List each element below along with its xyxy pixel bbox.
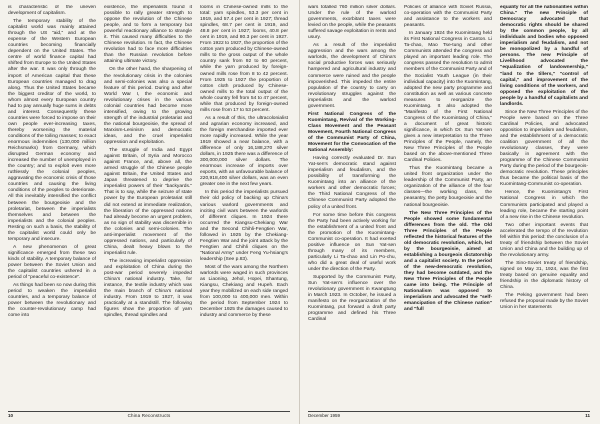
section-heading: First National Congress of the Kuomintang, Revival of the Working-Class Movement and the Peasant Movement, Fourth National Congress of the Communist Party of China, Movement for the Convocation of the National Assembly: (308, 111, 396, 154)
right-page-column-2 (404, 5, 492, 405)
right-page-footer (308, 411, 590, 420)
paragraph: The Peking government had been refused the proposal made by the Soviet Union in her statements (500, 293, 588, 311)
paragraph: As a result of this, the ultracolonialist and agrarian economy increased, and the foreign merchandise imported ever more rapidly increased. While the year 1919 showed a near balance, with a difference of only 16,188,270 silver dollars, in 1925 there was a difference of 300,000,000 silver dollars. The enormous increase of imports over exports, with an unfavourable balance of 220,918,400 silver dollars, was an even greater one in the next few years. (200, 115, 288, 188)
paragraph: Two other important events that accelerated the tempo of the revolution fell within this period: the conclusion of a treaty of friendship between the Soviet Union and China and the building up of the revolutionary army. (500, 222, 588, 258)
paragraph: The struggle of India and Egypt against Britain, of Syria and Morocco against France, and, above all, the armed struggle of the Chinese people against Britain, the United States and Japan threatened to deprive the imperialist powers of their "backyards." That is to say, while the seizure of state power by the European proletariat still did not extend at immediate realization, the liberation of the oppressed nations had already become an urgent problem, as no sign of stability was discernible in the colonies and semi-colonies. The anti-imperialist movement of the oppressed nations, and particularly of China, dealt heavy blows to the imperialist rule. (104, 148, 192, 256)
left-page-column-3 (200, 5, 288, 405)
publication-title: China Reconstructs (127, 413, 171, 418)
paragraph: Supported by the Communist Party, Sun Yat-sen's influence over the revolutionary government in Kwangtung in March 1923. In October, he issued a manifesto on the reorganization of the Kuomintang, put forward a draft party programme and defined his Three Cardinal (308, 275, 396, 323)
paragraph: existence, the imperialists found it possible to rally greater strength to oppose the revolution of the Chinese people, and to form a temporary but powerful reactionary alliance to strangle it. This caused many difficulties to the Chinese revolution. In fact, the Chinese revolution had to face more difficulties than the Russian revolution before attaining ultimate victory. (104, 5, 192, 65)
paragraph: Most of the wars among the Northern warlords were waged in such provinces as Liaoning, Jehol, Hopei, Shantung, Kiangsu, Chekiang and Hupeh. Each year they mobilized on each side ranged from 100,000 to 400,000 men. Within the period from September 1924 to December 1925 the damages caused to industry and commerce by these (200, 264, 288, 319)
left-page-column-2 (104, 5, 192, 405)
paragraph: Since the New Three Principles of the People were based on the Three Cardinal Policies, and advocated opposition to imperialism and feudalism, and the establishment of a democratic coalition government of all the revolutionary classes, they were basically in agreement with the programme of the Chinese Communist Party during the period of the bourgeois-democratic revolution. These principles thus became the political basis of the Kuomintang-Communist co-operation. (500, 109, 588, 188)
page-number: 11 (585, 413, 590, 418)
paragraph: Thus the Kuomintang became a united front organization under the leadership of the Communist Party, an organization of the alliance of the four classes—the working class, the peasantry, the petty bourgeoisie and the national bourgeoisie. (404, 166, 492, 208)
page-number: 10 (8, 413, 14, 418)
left-page-column-1 (8, 5, 96, 405)
paragraph: looms in Chinese-owned mills to the total: yarn spindles, 53.3 per cent in 1919, and 57.4 per cent in 1927; thread spindles, 68.7 per cent in 1919, and 48.8 per cent in 1927; looms, 40.8 per cent in 1919, and 80.3 per cent in 1927. From 1922 to 1927, the proportion of the cotton yarn produced by Chinese-owned mills to the gross output of the whole country sank from 92 to 60 percent, while the yarn produced by foreign-owned mills rose from 8 to 42 percent. From 1925 to 1927 the proportion of cotton cloth produced by Chinese-owned mills to the total output of the whole country fell from 54 to 47 percent, while that produced by foreign-owned mills rose from 17 to 53 percent. (200, 5, 288, 113)
paragraph-bold: equality for all the nationalities within China." The new Principle of Democracy advocated that democratic rights should be shared by the common people, by all individuals and bodies who opposed imperialism and feudalism, and not be monopolized by a handful of persons. The new Principle of Livelihood advocated the "equalization of landownership," "land to the tillers," "control of capital," and improvement of the living conditions of the workers, and opposed the exploitation of the people by a handful of capitalists and landlords. (500, 5, 588, 107)
paragraph: As a result of the imperialist aggression and the wars among the warlords, the development of China's social productive forces was seriously hampered and agricultural industry and commerce were ruined and the people impoverished. This impeded the entire population of the country to carry on revolutionary struggles against the imperialists and the warlord government. (308, 43, 396, 109)
paragraph: The temporary stability of the capitalist world was mainly attained through the US "aid," and at the expense of the Western European countries becoming financially dependent on the United States. The centre of world finance capital had shifted from Europe to the United States after the war. It was only through the import of American capital that these European countries managed to drag along. Thus the United States became the biggest creditor of the world, to whom almost every European country had to pay annually huge sums in debts and interest. Consequently these countries were forced to impose on their own people ever-increasing taxes, thereby worsening the material conditions of the toiling masses; to exact enormous indemnities (130,000 million Reichsmarks) from Germany, which disrupted German economy and increased the number of unemployed in the country; and to exploit even more ruthlessly the colonial peoples, aggravating the economic crisis of those countries and causing the living conditions of the peoples to deteriorate. All this inevitably intensified the conflict between the bourgeoisie and the proletariat, between the imperialists themselves and between the imperialists and the colonial peoples. Resting on such a basis, the stability of the capitalist world could only be temporary and insecure. (8, 19, 96, 242)
right-page-column-3 (500, 5, 588, 405)
paragraph: The Sino-Soviet treaty of friendship, signed on May 31, 1924, was the first treaty based on genuine equality and friendship in the diplomatic history of China. (500, 260, 588, 291)
right-page-column-1 (308, 5, 396, 405)
paragraph: wars totalled 760 million silver dollars. Under the rule of the warlord governments, exorbitant taxes were levied on the people, while the peasants suffered savage exploitation in rents and usury. (308, 5, 396, 41)
issue-date: December 1959 (308, 413, 341, 418)
paragraph: As things had been so now during this period to weaken the imperialist countries, and a temporary balance of power between the revolutionary and the counter-revolutionary camp had come into (8, 283, 96, 319)
paragraph: Having correctly evaluated Dr. Sun Yat-sen's democratic stand against imperialism and feudalism, and the possibility of transforming the Kuomintang into an alliance of the workers and other democratic forces; the Third National Congress of the Chinese Communist Party adopted the policy of a united front. (308, 156, 396, 210)
paragraph: In this period the imperialists pursued their old policy of backing up China's various warlord governments and inciting civil wars between the warlords of different cliques. In 1924 there occurred the Kiangsu-Chekiang War and the Second Chihli-Fengtien War, followed in 1925 by the Chekiang-Fengtien War and the joint attack by the Fengtien and Chihli cliques on the "National Army" under Feng Yu-hsiang's leadership (See p.83). (200, 190, 288, 262)
paragraph: For some time before this congress the Party had been actively working for the establishment of a united front and the promotion of the Kuomintang-Communist co-operation. It had exerted positive influence on Sun Yat-sen through many of its members, particularly Li Ta-chao and Lin Po-chu, who did a great deal of useful work under the direction of the Party. (308, 212, 396, 272)
paragraph: On the other hand, the sharpening of the revolutionary crisis in the colonies and semi-colonies was also a special feature of this period. During and after World War I, the economic and revolutionary crises in the various colonial countries had become more intensified, owing to the growing strength of the industrial proletariat and the national bourgeoisie, the spread of Marxism-Leninism and democratic ideas, and the cruel imperialist oppression and exploitation. (104, 67, 192, 146)
paragraph: Policies of alliance with Soviet Russia, co-operation with the Communist Party and assistance to the workers and peasants. (404, 5, 492, 29)
paragraph-bold: The New Three Principles of the People showed some fundamental differences from the old. The Old Three Principles of the People reflected the historical features of the old democratic revolution, which, led by the bourgeoisie, aimed at establishing a bourgeois dictatorship and a capitalist society. In the period of the new-democratic revolution, they had become outdated, and the New Three Principles of the People came into being. The Principle of Nationalism was opposed to imperialism and advocated the "self-emancipation of the Chinese nation" and "full (404, 210, 492, 313)
paragraph: A new phenomenon of great significance emerged from these two kinds of stability. A temporary balance of power between the Soviet Union and the capitalist countries ushered in a period of "peaceful co-existence". (8, 244, 96, 281)
paragraph: is characteristic of the uneven development of capitalism. (8, 5, 96, 17)
paragraph: In January 1924 the Kuomintang held its First National Congress in Canton. Li Ta-chao, Mao Tse-tung and other Communists attended the congress and played an important leading role. The congress passed the resolution to admit members of the Communist Party and of the Socialist Youth League (in their individual capacity) into the Kuomintang, adopted the new party programme and constitution as well as various concrete measures to reorganize the Kuomintang. It also adopted the "Manifesto of the First National Congress of the Kuomintang of China," a document of great historic significance, in which Dr. Sun Yat-sen gives a new interpretation to the Three Principles of the People, namely, the New Three Principles of the People based on the above-mentioned Three Cardinal Policies. (404, 31, 492, 164)
right-page (300, 0, 600, 424)
paragraph: The increasing imperialist oppression and exploitation of China during the post-war period severely impeded China's national industry. Take, for instance, the textile industry which was the main branch of China's national industry. From 1919 to 1927, it was practically at a standstill. The following figures show the proportion of yarn spindles, thread spindles and (104, 258, 192, 319)
paragraph: Hence, the Kuomintang's First National Congress in which the Communists participated and played a leading role, became the starting point of a new rise in the Chinese revolution. (500, 190, 588, 220)
left-page-footer (8, 411, 290, 420)
